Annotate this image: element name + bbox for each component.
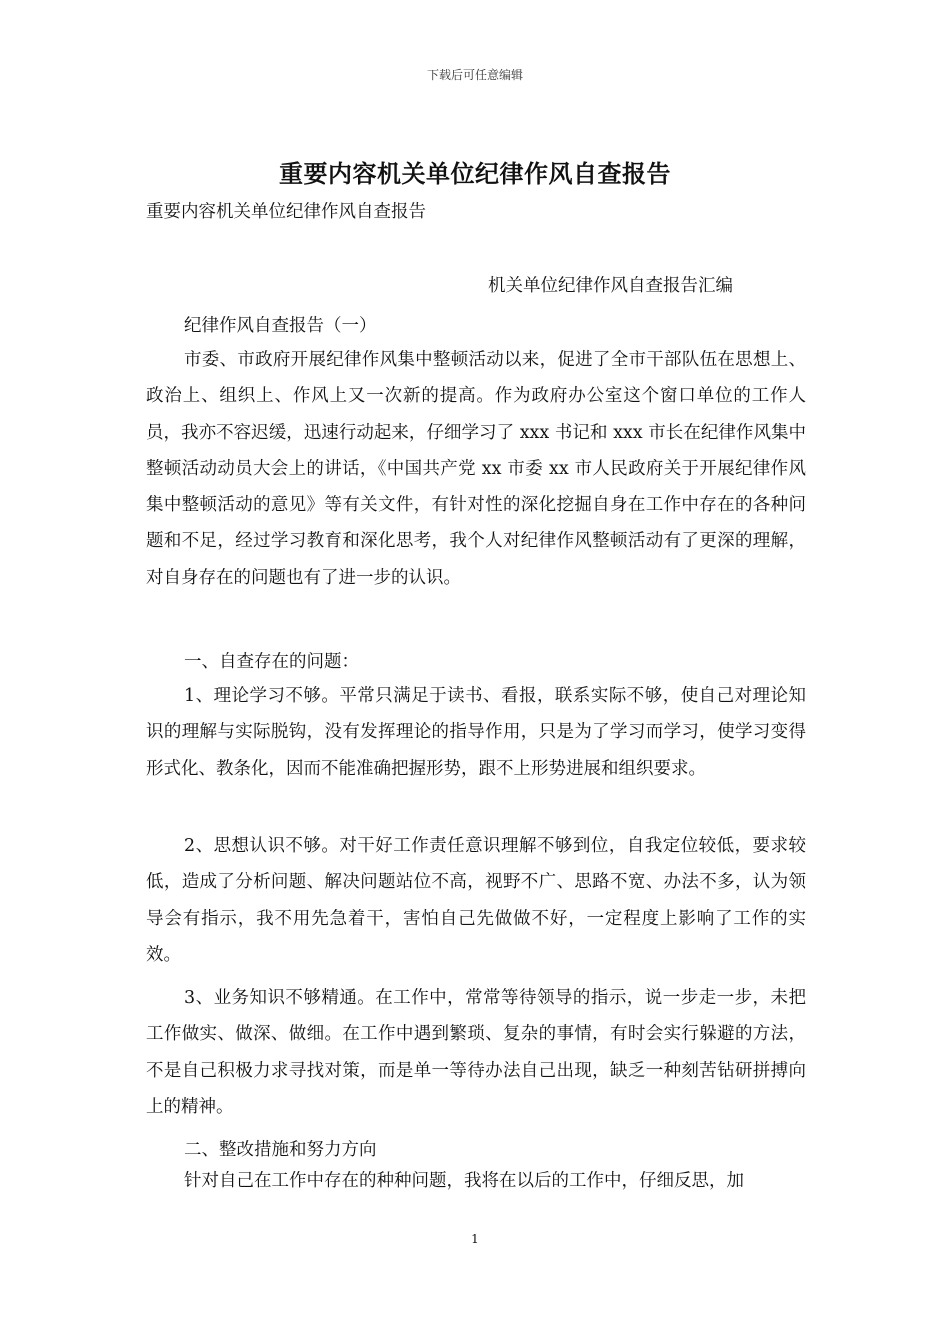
document-title: 重要内容机关单位纪律作风自查报告 (279, 160, 671, 188)
document-subtitle: 重要内容机关单位纪律作风自查报告 (146, 202, 426, 222)
section-heading-problems: 一、自查存在的问题： (184, 652, 359, 672)
report-heading: 纪律作风自查报告（一） (184, 316, 377, 336)
section-heading-measures: 二、整改措施和努力方向 (184, 1140, 377, 1160)
page-number: 1 (471, 1232, 479, 1246)
problem-item-2: 2、思想认识不够。对干好工作责任意识理解不够到位，自我定位较低，要求较低，造成了分析问题、解决问题站位不高，视野不广、思路不宽、办法不多，认为领导会有指示，我不用先急着干，害怕自己先做做不好，一定程度上影响了工作的实效。 (146, 836, 806, 965)
compilation-title: 机关单位纪律作风自查报告汇编 (488, 276, 733, 296)
problem-item-3: 3、业务知识不够精通。在工作中，常常等待领导的指示，说一步走一步，未把工作做实、做深、做细。在工作中遇到繁琐、复杂的事情，有时会实行躲避的方法，不是自己积极力求寻找对策，而是单一等待办法自己出现，缺乏一种刻苦钻研拼搏向上的精神。 (146, 988, 806, 1117)
page-header-note: 下载后可任意编辑 (426, 68, 523, 82)
problem-item-1: 1、理论学习不够。平常只满足于读书、看报，联系实际不够，使自己对理论知识的理解与实际脱钩，没有发挥理论的指导作用，只是为了学习而学习，使学习变得形式化、教条化，因而不能准确把握形势，跟不上形势进展和组织要求。 (146, 686, 806, 779)
measures-paragraph: 针对自己在工作中存在的种种问题，我将在以后的工作中，仔细反思，加 (184, 1171, 744, 1191)
intro-paragraph: 市委、市政府开展纪律作风集中整顿活动以来，促进了全市干部队伍在思想上、政治上、组织上、作风上又一次新的提高。作为政府办公室这个窗口单位的工作人员，我亦不容迟缓，迅速行动起来，仔细学习了 xxx 书记和 xxx 市长在纪律作风集中整顿活动动员大会上的讲话，《中国共产党 xx 市委 xx 市人民政府关于开展纪律作风集中整顿活动的意见》等有关文件，有针对性的深化挖掘自身在工作中存在的各种问题和不足，经过学习教育和深化思考，我个人对纪律作风整顿活动有了更深的理解，对自身存在的问题也有了进一步的认识。 (146, 350, 806, 588)
